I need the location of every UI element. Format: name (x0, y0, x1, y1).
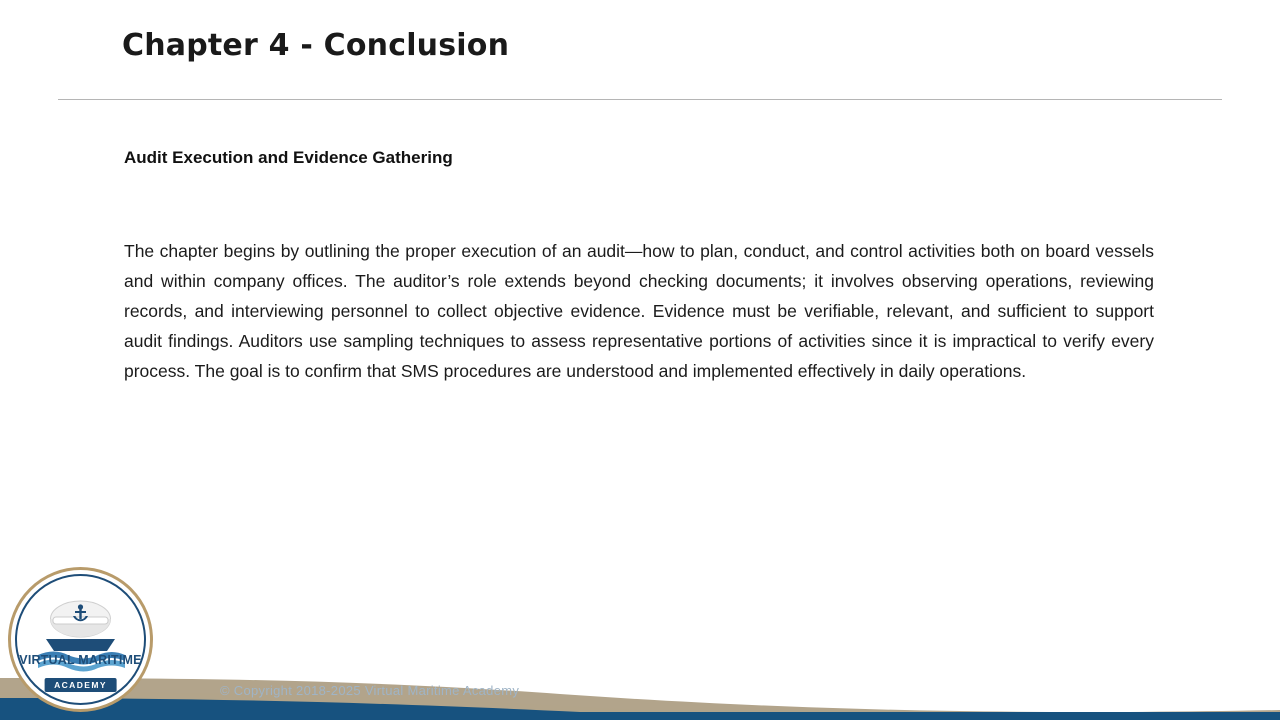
page-title: Chapter 4 - Conclusion (122, 28, 510, 63)
section-subheading: Audit Execution and Evidence Gathering (124, 148, 453, 167)
title-divider (58, 99, 1222, 100)
virtual-maritime-academy-logo (8, 567, 153, 712)
logo-academy-badge: ACADEMY (44, 678, 117, 692)
logo-name-text: VIRTUAL MARITIME (19, 653, 142, 667)
body-paragraph: The chapter begins by outlining the proper execution of an audit—how to plan, conduct, and control activities both on board vessels and within company offices. The auditor’s role extends beyond checking documents; it involves observing operations, reviewing records, and interviewing personnel to collect objective evidence. Evidence must be verifiable, relevant, and sufficient to support audit findings. Auditors use sampling techniques to assess representative portions of activities since it is impractical to verify every process. The goal is to confirm that SMS procedures are understood and implemented effectively in daily operations. (124, 241, 1154, 382)
footer-wave-graphic (0, 560, 1280, 720)
copyright-text: © Copyright 2018-2025 Virtual Maritime Academy (220, 683, 520, 698)
